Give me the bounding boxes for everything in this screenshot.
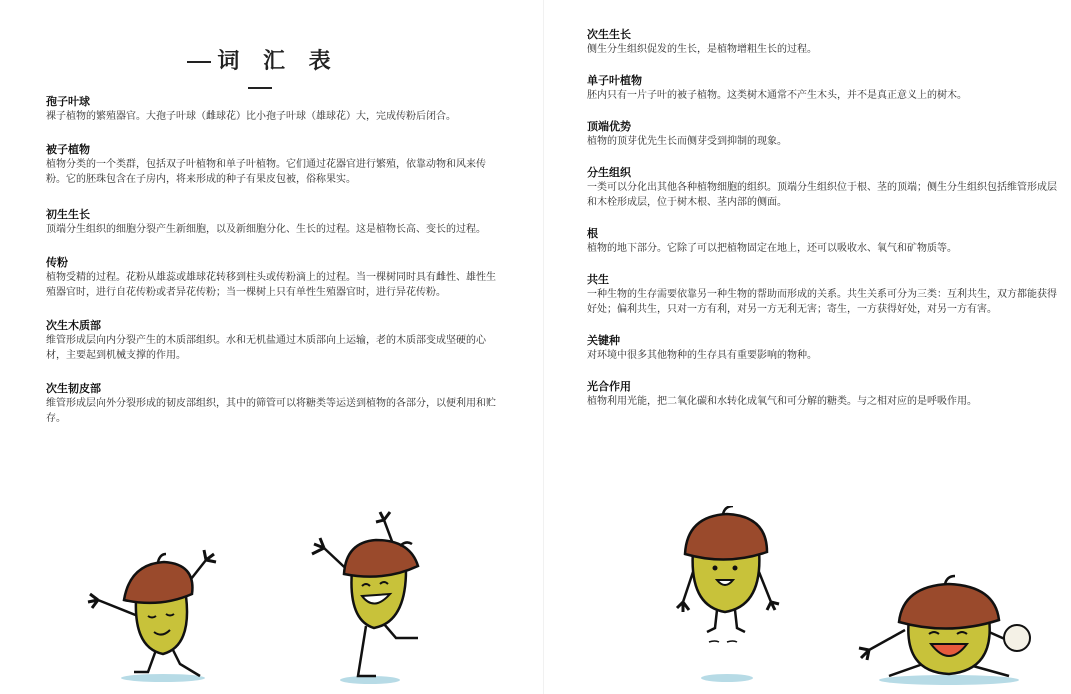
- entry-term: 根: [587, 227, 598, 240]
- glossary-entry: [587, 333, 1061, 363]
- acorn-sitting-icon: [849, 574, 1049, 690]
- entry-definition: 一种生物的生存需要依靠另一种生物的帮助而形成的关系。共生关系可分为三类：互利共生，双方都能获得好处；偏利共生，只对一方有利，对另一方无利无害；寄生，一方获得好处，对另一方有害。: [587, 289, 1057, 315]
- entry-definition: 维管形成层向内分裂产生的木质部组织。水和无机盐通过木质部向上运输，老的木质部变成坚硬的心材，主要起到机械支撑的作用。: [46, 335, 486, 361]
- entry-term: 次生生长: [587, 28, 631, 41]
- entry-term: 传粉: [46, 256, 68, 269]
- right-page: [545, 0, 1071, 694]
- glossary-entry: [46, 94, 502, 124]
- entry-definition: 植物的顶芽优先生长而侧芽受到抑制的现象。: [587, 136, 787, 147]
- glossary-entry: [46, 381, 502, 426]
- entry-definition: 植物的地下部分。它除了可以把植物固定在地上，还可以吸收水、氧气和矿物质等。: [587, 243, 957, 254]
- glossary-entry: [587, 27, 1061, 57]
- glossary-entry: [587, 379, 1061, 409]
- acorn-dancing-icon: [68, 538, 238, 688]
- glossary-entry: [587, 73, 1061, 103]
- entry-term: 顶端优势: [587, 120, 631, 133]
- entry-definition: 植物分类的一个类群，包括双子叶植物和单子叶植物。它们通过花器官进行繁殖，依靠动物和风来传粉。它的胚珠包含在子房内，将来形成的种子有果皮包被，俗称果实。: [46, 159, 486, 185]
- entry-term: 光合作用: [587, 380, 631, 393]
- entry-definition: 植物利用光能，把二氧化碳和水转化成氧气和可分解的糖类。与之相对应的是呼吸作用。: [587, 396, 977, 407]
- right-glossary-list: [587, 27, 1061, 425]
- entry-term: 初生生长: [46, 208, 90, 221]
- left-glossary-list: [46, 94, 502, 444]
- glossary-title: 词 汇 表: [180, 44, 340, 100]
- entry-term: 单子叶植物: [587, 74, 642, 87]
- acorn-kicking-icon: [300, 508, 460, 688]
- acorn-jumping-icon: [673, 506, 783, 686]
- glossary-entry: [46, 142, 502, 187]
- glossary-entry: [46, 318, 502, 363]
- entry-term: 次生木质部: [46, 319, 101, 332]
- glossary-entry: [46, 207, 502, 237]
- entry-definition: 侧生分生组织促发的生长，是植物增粗生长的过程。: [587, 44, 817, 55]
- entry-term: 被子植物: [46, 143, 90, 156]
- glossary-entry: [46, 255, 502, 300]
- title-dash-left: [187, 61, 211, 63]
- title-dash-right: [248, 87, 272, 89]
- entry-definition: 顶端分生组织的细胞分裂产生新细胞，以及新细胞分化、生长的过程。这是植物长高、变长的过程。: [46, 224, 486, 235]
- glossary-entry: [587, 119, 1061, 149]
- glossary-entry: [587, 272, 1061, 317]
- entry-term: 关键种: [587, 334, 620, 347]
- entry-term: 孢子叶球: [46, 95, 90, 108]
- entry-term: 分生组织: [587, 166, 631, 179]
- entry-definition: 一类可以分化出其他各种植物细胞的组织。顶端分生组织位于根、茎的顶端；侧生分生组织包括维管形成层和木栓形成层，位于树木根、茎内部的侧面。: [587, 182, 1057, 208]
- entry-definition: 胚内只有一片子叶的被子植物。这类树木通常不产生木头，并不是真正意义上的树木。: [587, 90, 967, 101]
- entry-definition: 对环境中很多其他物种的生存具有重要影响的物种。: [587, 350, 817, 361]
- entry-term: 次生韧皮部: [46, 382, 101, 395]
- glossary-entry: [587, 226, 1061, 256]
- entry-definition: 植物受精的过程。花粉从雄蕊或雄球花转移到柱头或传粉滴上的过程。当一棵树同时具有雌性、雄性生殖器官时，进行自花传粉或者异花传粉；当一棵树上只有单性生殖器官时，进行异花传粉。: [46, 272, 496, 298]
- entry-term: 共生: [587, 273, 609, 286]
- entry-definition: 裸子植物的繁殖器官。大孢子叶球（雌球花）比小孢子叶球（雄球花）大，完成传粉后闭合。: [46, 111, 456, 122]
- glossary-entry: [587, 165, 1061, 210]
- entry-definition: 维管形成层向外分裂形成的韧皮部组织，其中的筛管可以将糖类等运送到植物的各部分，以便利用和贮存。: [46, 398, 496, 424]
